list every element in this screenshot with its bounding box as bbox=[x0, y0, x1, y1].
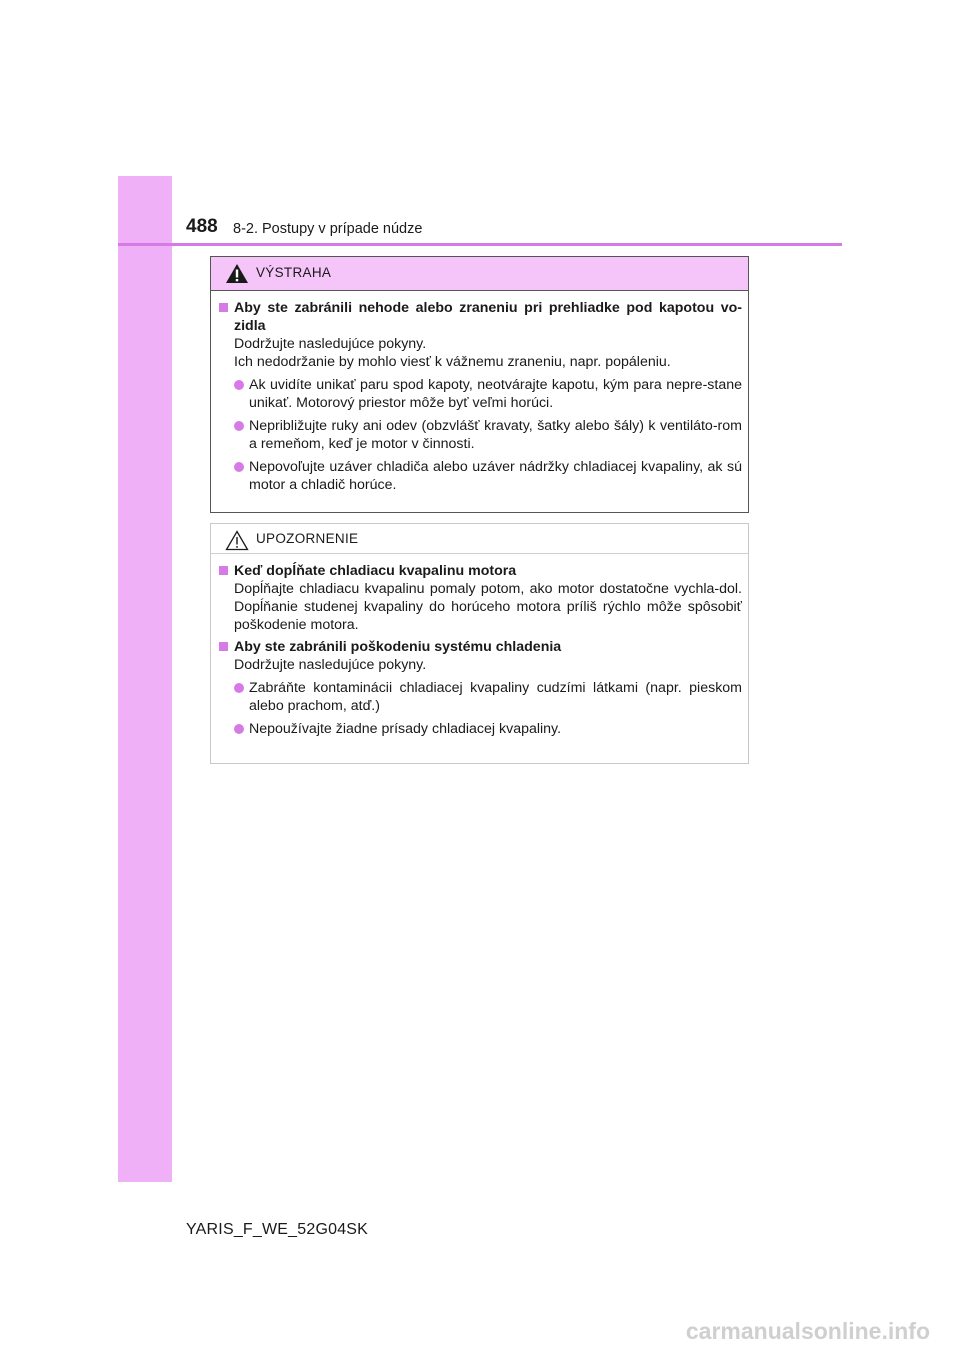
caution-heading-2: Aby ste zabránili poškodeniu systému chladenia bbox=[218, 638, 742, 656]
caution-heading-1: Keď dopĺňate chladiacu kvapalinu motora bbox=[218, 562, 742, 580]
caution-text-1: Dopĺňajte chladiacu kvapalinu pomaly potom, ako motor dostatočne vychla-dol. Dopĺňanie studenej kvapaliny do horúceho motora príliš rýchlo môže spôsobiť poškodenie motora. bbox=[234, 581, 742, 633]
warning-box-header bbox=[211, 257, 748, 291]
header-rule bbox=[118, 243, 842, 246]
watermark: carmanualsonline.info bbox=[685, 1318, 930, 1344]
caution-triangle-icon bbox=[225, 530, 249, 551]
caution-text-2: Dodržujte nasledujúce pokyny. bbox=[234, 657, 427, 673]
warning-triangle-icon bbox=[225, 263, 249, 284]
list-item: Zabráňte kontaminácii chladiacej kvapaliny cudzími látkami (napr. pieskom alebo prachom, atď.) bbox=[218, 679, 742, 715]
list-item: Nepoužívajte žiadne prísady chladiacej kvapaliny. bbox=[218, 720, 742, 738]
round-bullet-icon bbox=[234, 421, 244, 431]
round-bullet-icon bbox=[234, 380, 244, 390]
caution-label: UPOZORNENIE bbox=[256, 531, 359, 546]
list-item: Nepribližujte ruky ani odev (obzvlášť kravaty, šatky alebo šály) k ventiláto-rom a remeňom, keď je motor v činnosti. bbox=[218, 417, 742, 453]
caution-box-header bbox=[211, 524, 748, 554]
page-number: 488 bbox=[186, 216, 218, 237]
warning-box bbox=[210, 256, 749, 513]
warning-intro-1: Dodržujte nasledujúce pokyny. bbox=[234, 336, 427, 352]
round-bullet-icon bbox=[234, 724, 244, 734]
side-band bbox=[118, 176, 172, 1182]
section-title: 8-2. Postupy v prípade núdze bbox=[233, 221, 423, 237]
list-item: Ak uvidíte unikať paru spod kapoty, neotvárajte kapotu, kým para nepre-stane unikať. Motorový priestor môže byť veľmi horúci. bbox=[218, 376, 742, 412]
square-bullet-icon bbox=[219, 303, 228, 312]
round-bullet-icon bbox=[234, 462, 244, 472]
warning-heading: Aby ste zabránili nehode alebo zraneniu pri prehliadke pod kapotou vo-zidla bbox=[218, 299, 742, 335]
square-bullet-icon bbox=[219, 566, 228, 575]
list-item: Nepovoľujte uzáver chladiča alebo uzáver nádržky chladiacej kvapaliny, ak sú motor a chladič horúce. bbox=[218, 458, 742, 494]
caution-body bbox=[211, 554, 748, 738]
document-code: YARIS_F_WE_52G04SK bbox=[186, 1221, 369, 1238]
warning-label: VÝSTRAHA bbox=[256, 265, 332, 280]
warning-intro-2: Ich nedodržanie by mohlo viesť k vážnemu zraneniu, napr. popáleniu. bbox=[234, 354, 671, 370]
caution-box bbox=[210, 523, 749, 764]
warning-body bbox=[211, 291, 748, 494]
square-bullet-icon bbox=[219, 642, 228, 651]
round-bullet-icon bbox=[234, 683, 244, 693]
